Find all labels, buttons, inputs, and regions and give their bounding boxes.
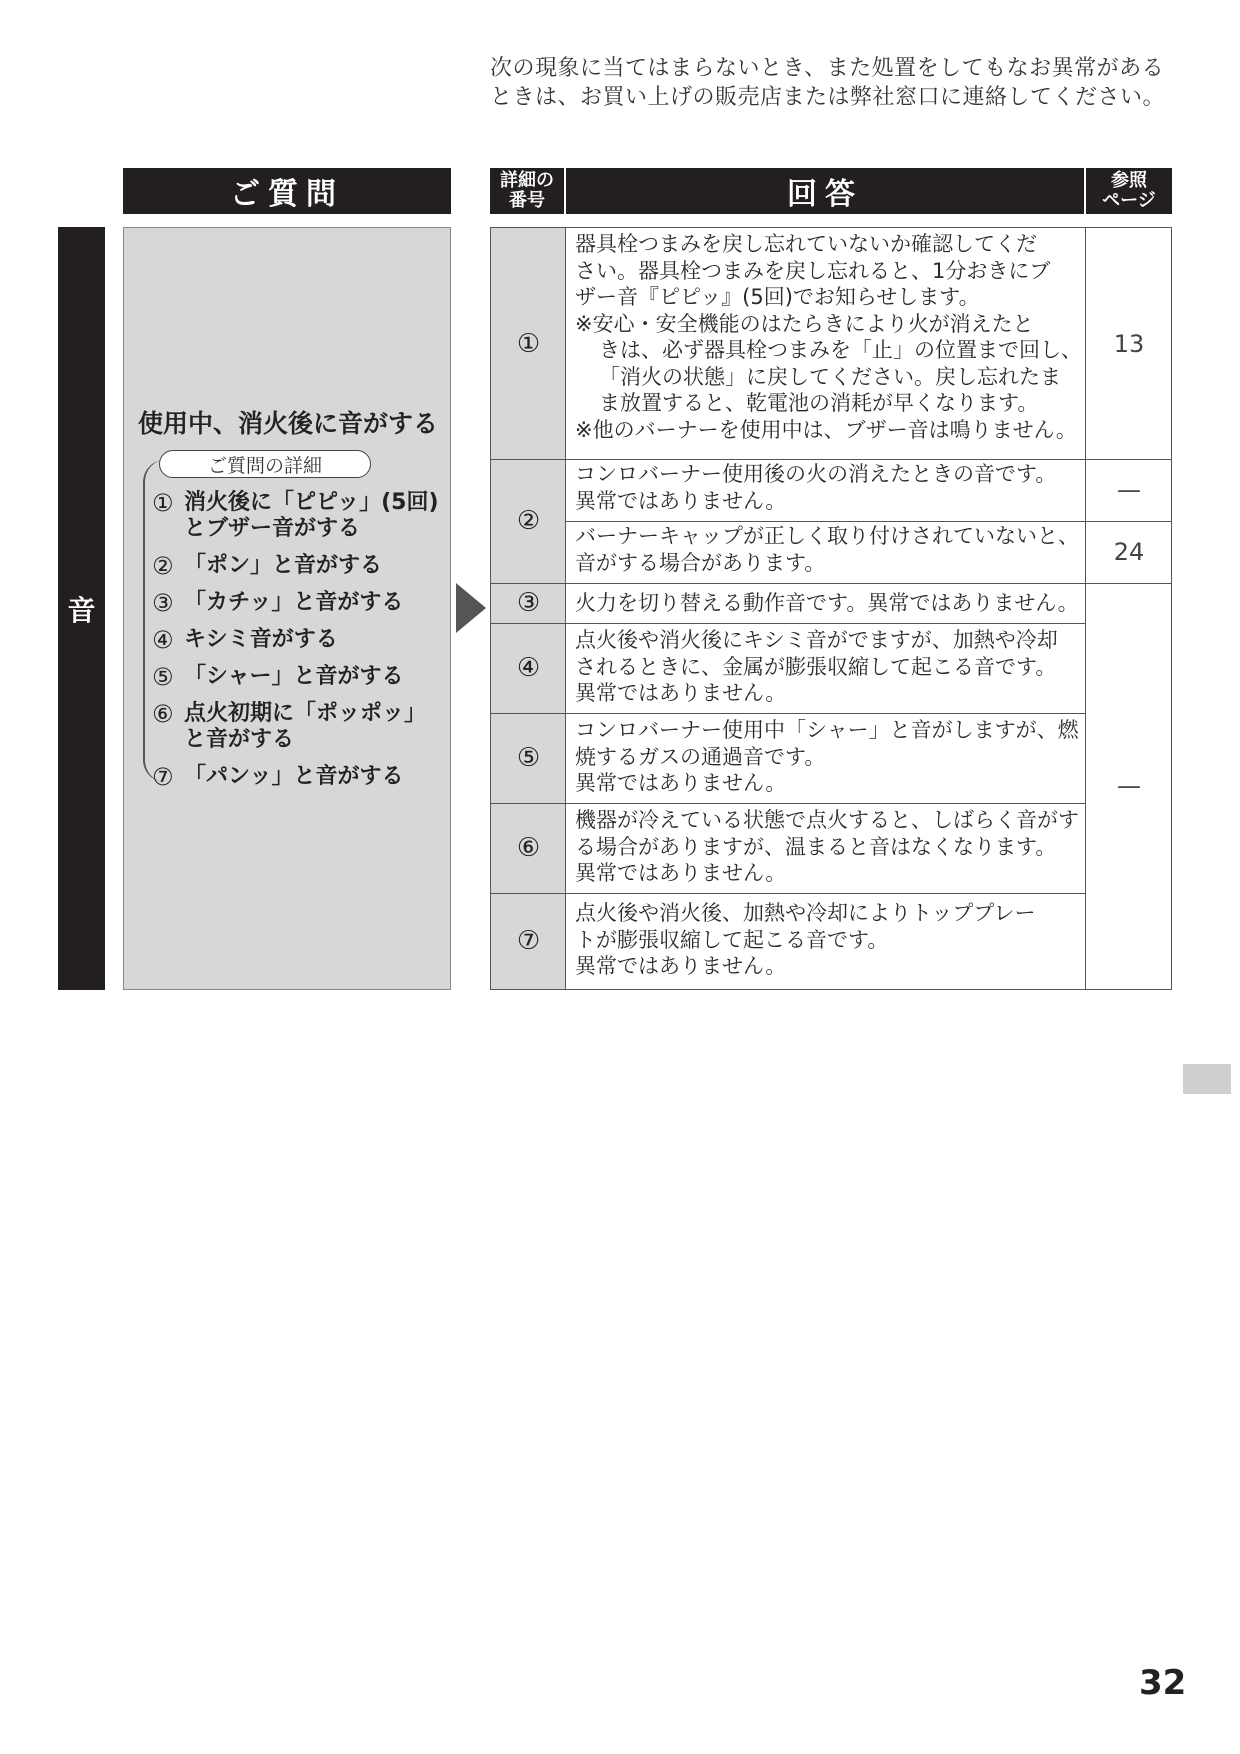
answer-line: 器具栓つまみを戻し忘れていないか確認してくだ (575, 232, 1037, 256)
row-divider (491, 623, 1085, 624)
header-reference-page-line: 参照 (1111, 170, 1147, 191)
answer-text (575, 717, 1079, 797)
answer-text (575, 627, 1079, 707)
reference-page: 24 (1113, 538, 1145, 566)
answer-line: 異常ではありません。 (575, 861, 787, 885)
answer-number: ⑥ (516, 833, 541, 863)
item-text: 「カチッ」と音がする (184, 590, 404, 615)
reference-page: — (1117, 772, 1141, 800)
answer-line: 点火後や消火後にキシミ音がでますが、加熱や冷却 (575, 628, 1058, 652)
answer-number: ② (516, 506, 541, 536)
answer-line: コンロバーナー使用後の火の消えたときの音です。 (575, 462, 1057, 486)
answer-line: 異常ではありません。 (575, 681, 787, 705)
answer-line: 機器が冷えている状態で点火すると、しばらく音がす (575, 808, 1079, 832)
detail-label: ご質問の詳細 (159, 450, 371, 478)
item-number: ③ (152, 589, 174, 617)
row-divider (491, 713, 1085, 714)
answer-text (575, 807, 1079, 887)
item-number: ⑦ (152, 763, 174, 791)
answer-line: ザー音『ピピッ』(5回)でお知らせします。 (575, 285, 980, 309)
question-item (152, 590, 447, 616)
item-text: 「ポン」と音がする (184, 553, 383, 578)
question-panel (123, 227, 451, 990)
item-number: ⑥ (152, 700, 174, 728)
question-item (152, 764, 447, 790)
reference-page: — (1117, 476, 1141, 504)
item-text: 「パンッ」と音がする (184, 764, 404, 789)
answer-line: さい。器具栓つまみを戻し忘れると、1分おきにブ (575, 258, 1051, 283)
answer-number: ⑦ (516, 926, 541, 956)
answer-number: ① (516, 328, 541, 359)
answer-line: ※安心・安全機能のはたらきにより火が消えたと (575, 311, 1034, 336)
intro-line: ときは、お買い上げの販売店または弊社窓口に連絡してください。 (490, 85, 1166, 110)
item-number: ⑤ (152, 663, 174, 691)
header-detail-number (490, 168, 564, 214)
answer-text (575, 523, 1079, 576)
header-detail-number-line: 詳細の (500, 170, 554, 191)
answer-line: 火力を切り替える動作音です。異常ではありません。 (575, 591, 1079, 615)
answer-line: 異常ではありません。 (575, 954, 787, 978)
row-divider (566, 521, 1171, 522)
answer-line: 焼するガスの通過音です。 (575, 744, 826, 769)
answer-line: 点火後や消火後、加熱や冷却によりトッププレー (575, 901, 1036, 925)
answer-line: 音がする場合があります。 (575, 550, 826, 575)
answer-line: バーナーキャップが正しく取り付けされていないと、 (575, 524, 1079, 548)
question-detail-list (152, 490, 447, 801)
answer-number: ⑤ (516, 743, 541, 773)
item-text: 点火初期に「ポッポッ」 と音がする (184, 701, 427, 752)
question-item (152, 627, 447, 653)
answer-line: コンロバーナー使用中「シャー」と音がしますが、燃 (575, 718, 1079, 742)
answer-number: ③ (516, 588, 541, 618)
answer-number: ④ (516, 653, 541, 683)
answer-line: る場合がありますが、温まると音はなくなります。 (575, 834, 1057, 859)
answer-text (575, 900, 1079, 980)
header-reference-page-line: ページ (1102, 190, 1156, 211)
question-item (152, 553, 447, 579)
answer-line: 異常ではありません。 (575, 488, 787, 513)
row-divider (491, 459, 1171, 460)
answer-text (575, 590, 1079, 617)
item-text: 「シャー」と音がする (184, 664, 404, 689)
answer-text (575, 461, 1079, 514)
answer-line: ※他のバーナーを使用中は、ブザー音は鳴りません。 (575, 417, 1077, 442)
answer-line: トが膨張収縮して起こる音です。 (575, 927, 889, 952)
header-detail-number-line: 番号 (509, 190, 545, 211)
answer-line: されるときに、金属が膨張収縮して起こる音です。 (575, 654, 1057, 679)
page-number: 32 (1139, 1663, 1187, 1703)
category-label: 音 (58, 227, 105, 990)
answer-text (575, 231, 1082, 443)
row-divider (491, 803, 1085, 804)
answer-table (490, 227, 1172, 990)
header-answer: 回答 (566, 168, 1084, 214)
section-tab (1183, 1064, 1231, 1094)
intro-line: 次の現象に当てはまらないとき、また処置をしてもなお異常がある (490, 56, 1165, 81)
arrow-right-icon (456, 583, 486, 633)
item-number: ② (152, 552, 174, 580)
answer-line: 異常ではありません。 (575, 771, 787, 795)
header-question: ご質問 (123, 168, 451, 214)
item-number: ④ (152, 626, 174, 654)
question-item (152, 490, 447, 542)
header-reference-page (1086, 168, 1172, 214)
question-item (152, 701, 447, 753)
row-divider (491, 893, 1085, 894)
item-number: ① (152, 489, 174, 517)
item-text: 消火後に「ピピッ」(5回) とブザー音がする (184, 490, 439, 541)
row-divider (491, 583, 1171, 584)
answer-line: 「消火の状態」に戻してください。戻し忘れたま (599, 364, 1061, 389)
question-title: 使用中、消火後に音がする (138, 409, 439, 438)
intro-text (490, 54, 1190, 112)
question-item (152, 664, 447, 690)
item-text: キシミ音がする (184, 627, 338, 652)
reference-page: 13 (1113, 329, 1145, 358)
answer-line: ま放置すると、乾電池の消耗が早くなります。 (599, 391, 1039, 415)
answer-line: きは、必ず器具栓つまみを「止」の位置まで回し、 (599, 338, 1082, 362)
